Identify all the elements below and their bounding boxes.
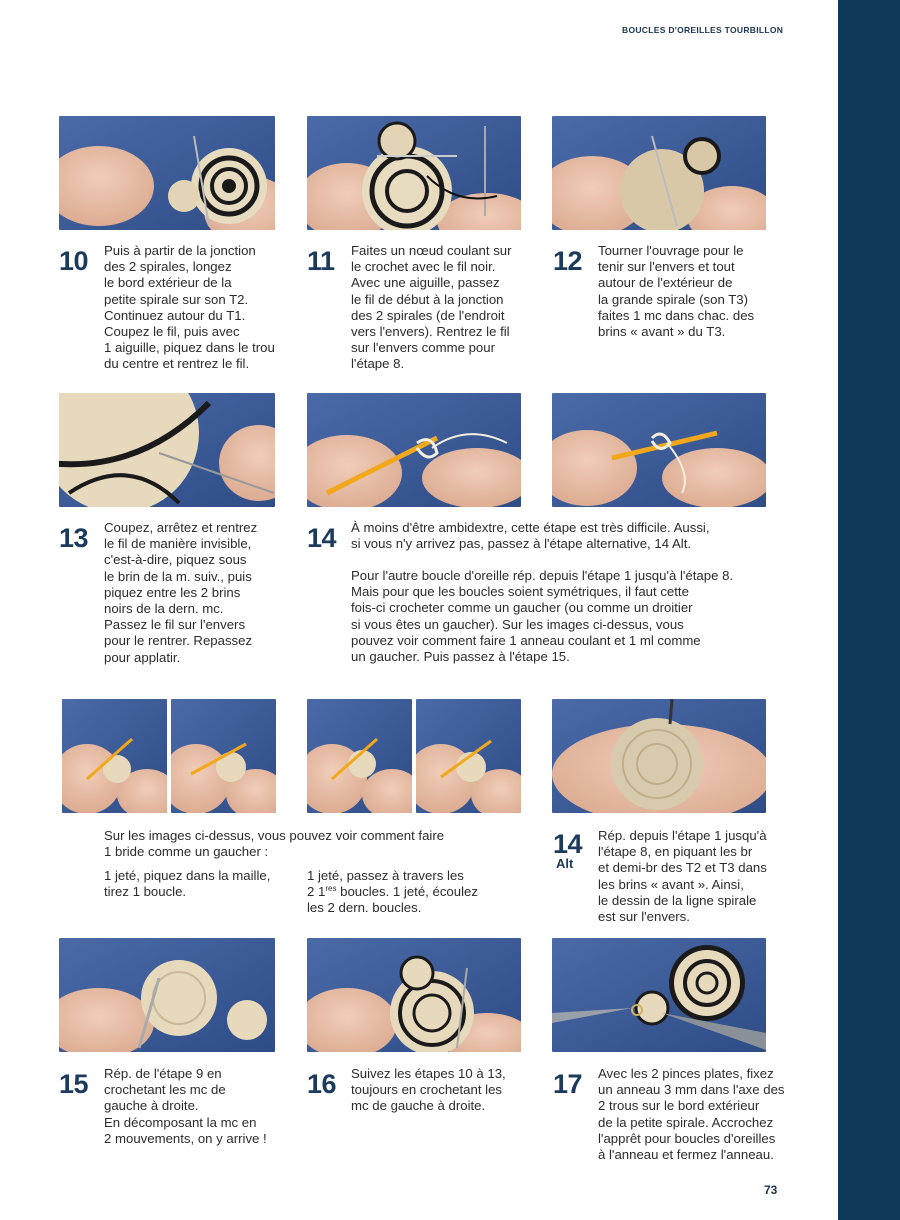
photo-step-15 — [59, 938, 275, 1052]
step-15-text: Rép. de l'étape 9 en crochetant les mc de gauche à droite. En décomposant la mc en 2 mouvements, on y arrive ! — [104, 1066, 267, 1146]
step-14-text-2: Pour l'autre boucle d'oreille rép. depuis l'étape 1 jusqu'à l'étape 8. Mais pour que les boucles soient symétriques, il faut cette fois-ci crocheter comme un gaucher (ou comme un droitier si vous êtes un gaucher). Sur les images ci-dessus, vous pouvez voir comment faire 1 anneau coulant et 1 ml comme un gaucher. Puis passez à l'étape 15. — [351, 568, 734, 665]
step-number-15: 15 — [59, 1069, 89, 1099]
photo-bride-2 — [171, 699, 276, 813]
step-17-text: Avec les 2 pinces plates, fixez un anneau 3 mm dans l'axe des 2 trous sur le bord extérieur de la petite spirale. Accrochez l'apprêt pour boucles d'oreilles à l'anneau et fermez l'anneau. — [598, 1066, 785, 1163]
step-11-text: Faites un nœud coulant sur le crochet avec le fil noir. Avec une aiguille, passez le fil de début à la jonction des 2 spirales (de l'endroit vers l'envers). Rentrez le fil sur l'envers comme pour l'étape 8. — [351, 243, 512, 372]
step-number-14-alt: 14 — [553, 829, 583, 859]
side-bar — [838, 0, 900, 1220]
step-16-text: Suivez les étapes 10 à 13, toujours en crochetant les mc de gauche à droite. — [351, 1066, 506, 1114]
step-12-text: Tourner l'ouvrage pour le tenir sur l'envers et tout autour de l'extérieur de la grande spirale (son T3) faites 1 mc dans chac. des brins « avant » du T3. — [598, 243, 755, 340]
photo-step-12 — [552, 116, 766, 230]
photo-step-10 — [59, 116, 275, 230]
photo-bride-1 — [62, 699, 167, 813]
photo-bride-3 — [307, 699, 412, 813]
photo-step-14b — [552, 393, 766, 507]
bride-col-2: 1 jeté, passez à travers les 2 1res boucles. 1 jeté, écoulez les 2 dern. boucles. — [307, 868, 478, 916]
step-14-text-1: À moins d'être ambidextre, cette étape est très difficile. Aussi, si vous n'y arrivez pas, passez à l'étape alternative, 14 Alt. — [351, 520, 710, 552]
step-number-10: 10 — [59, 246, 89, 276]
photo-step-14a — [307, 393, 521, 507]
step-number-12: 12 — [553, 246, 583, 276]
page-number: 73 — [764, 1183, 778, 1197]
bride-intro: Sur les images ci-dessus, vous pouvez voir comment faire 1 bride comme un gaucher : — [104, 828, 445, 860]
step-number-14: 14 — [307, 523, 337, 553]
step-13-text: Coupez, arrêtez et rentrez le fil de manière invisible, c'est-à-dire, piquez sous le brin de la m. suiv., puis piquez entre les 2 brins noirs de la dern. mc. Passez le fil sur l'envers pour le rentrer. Repassez pour applatir. — [104, 520, 258, 665]
step-number-16: 16 — [307, 1069, 337, 1099]
step-number-17: 17 — [553, 1069, 583, 1099]
photo-step-14alt — [552, 699, 766, 813]
bride-col-1: 1 jeté, piquez dans la maille, tirez 1 boucle. — [104, 868, 271, 900]
photo-step-17 — [552, 938, 766, 1052]
step-number-11: 11 — [307, 246, 335, 276]
photo-step-11 — [307, 116, 521, 230]
photo-bride-4 — [416, 699, 521, 813]
photo-step-16 — [307, 938, 521, 1052]
photo-step-13 — [59, 393, 275, 507]
step-14-alt-text: Rép. depuis l'étape 1 jusqu'à l'étape 8, en piquant les br et demi-br des T2 et T3 dans les brins « avant ». Ainsi, le dessin de la ligne spirale est sur l'envers. — [598, 828, 767, 925]
running-header: BOUCLES D'OREILLES TOURBILLON — [622, 25, 784, 35]
step-alt-label: Alt — [556, 856, 574, 871]
step-number-13: 13 — [59, 523, 89, 553]
step-10-text: Puis à partir de la jonction des 2 spirales, longez le bord extérieur de la petite spirale sur son T2. Continuez autour du T1. Coupez le fil, puis avec 1 aiguille, piquez dans le trou du centre et rentrez le fil. — [104, 243, 275, 372]
